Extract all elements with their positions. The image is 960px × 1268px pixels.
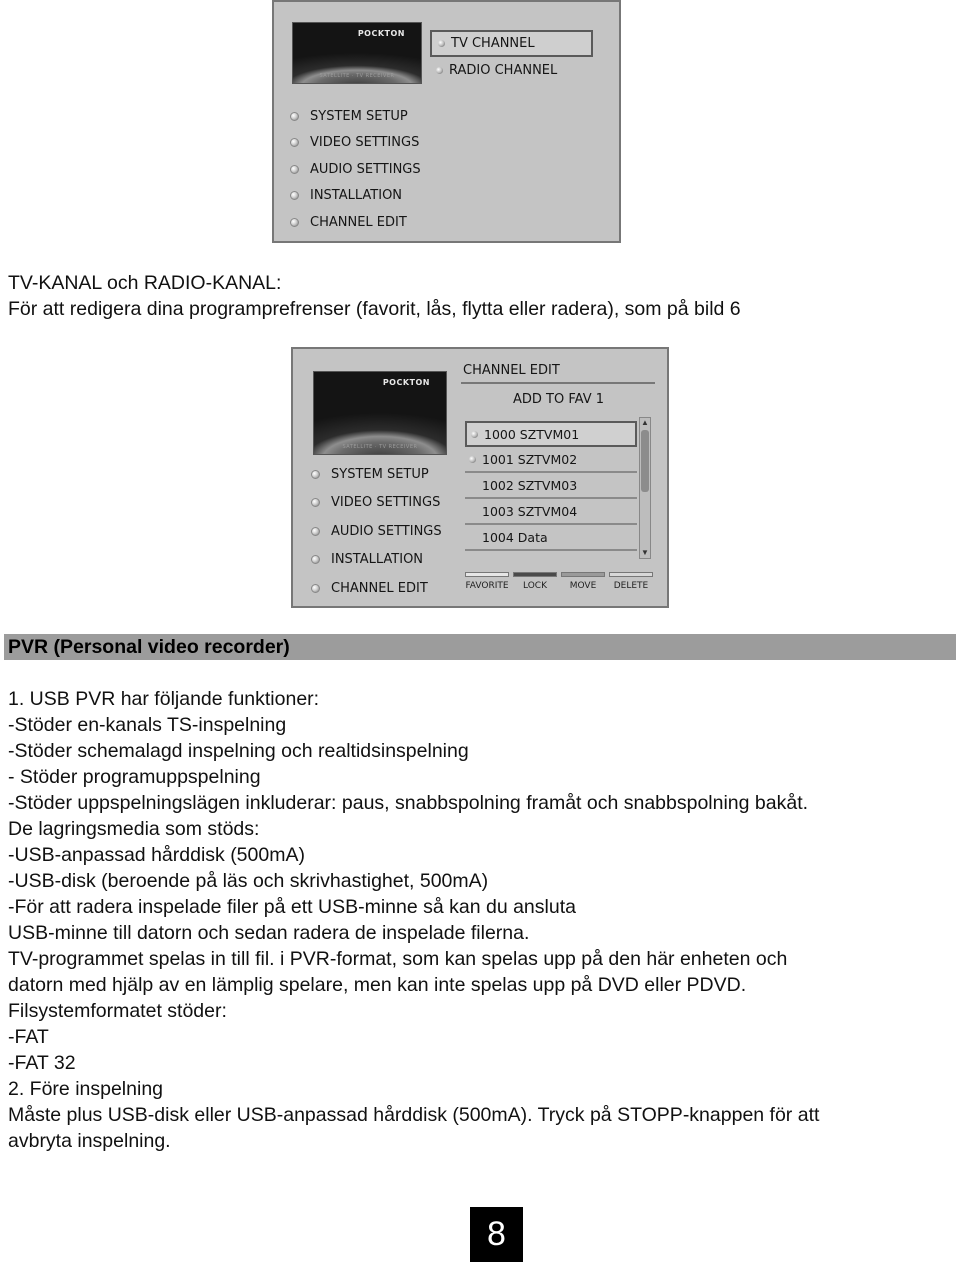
bullet-icon: [469, 456, 476, 463]
submenu-item-tv-channel[interactable]: [430, 30, 593, 57]
body-line: TV-programmet spelas in till fil. i PVR-format, som kan spelas upp på den här enheten och: [8, 948, 788, 970]
body-line: -USB-anpassad hårddisk (500mA): [8, 844, 305, 866]
main-menu: [311, 460, 442, 603]
bullet-icon: [311, 527, 320, 536]
body-line: -USB-disk (beroende på läs och skrivhastighet, 500mA): [8, 870, 489, 892]
bullet-icon: [290, 112, 299, 121]
brand-logo: POCKTON: [382, 378, 430, 387]
color-key-legend: [463, 572, 655, 591]
scroll-thumb[interactable]: [641, 430, 649, 492]
legend-lock[interactable]: [511, 572, 559, 591]
channel-row[interactable]: [465, 525, 637, 551]
menu-item-video-settings[interactable]: [311, 489, 442, 518]
delete-color-swatch: [609, 572, 653, 577]
submenu-item-label: RADIO CHANNEL: [449, 63, 558, 78]
menu-item-label: AUDIO SETTINGS: [310, 161, 421, 177]
legend-label: FAVORITE: [465, 581, 509, 591]
body-line: -För att radera inspelade filer på ett USB-minne så kan du ansluta: [8, 896, 576, 918]
bullet-icon: [471, 431, 478, 438]
body-line: 2. Före inspelning: [8, 1078, 164, 1100]
brand-logo-banner: [313, 371, 447, 455]
body-line: - Stöder programuppspelning: [8, 766, 261, 788]
menu-item-label: SYSTEM SETUP: [331, 466, 429, 482]
bullet-icon: [436, 67, 443, 74]
lock-color-swatch: [513, 572, 557, 577]
menu-item-system-setup[interactable]: [311, 460, 442, 489]
menu-item-installation[interactable]: [290, 183, 421, 210]
scroll-up-arrow-icon[interactable]: ▲: [641, 418, 649, 427]
channel-name: 1003 SZTVM04: [482, 503, 578, 519]
brand-logo: POCKTON: [357, 29, 405, 38]
channel-name: 1002 SZTVM03: [482, 477, 578, 493]
channel-name: 1001 SZTVM02: [482, 451, 578, 467]
page-number: 8: [470, 1207, 523, 1262]
body-line: Filsystemformatet stöder:: [8, 1000, 227, 1022]
legend-label: LOCK: [523, 581, 547, 591]
bullet-icon: [290, 138, 299, 147]
brand-tagline: SATELLITE · TV RECEIVER: [342, 444, 418, 450]
menu-item-installation[interactable]: [311, 546, 442, 575]
menu-screenshot-1: [272, 0, 621, 243]
channel-name: 1000 SZTVM01: [484, 426, 580, 442]
channel-row[interactable]: [465, 447, 637, 473]
body-line: datorn med hjälp av en lämplig spelare, men kan inte spelas upp på DVD eller PDVD.: [8, 974, 747, 996]
menu-item-system-setup[interactable]: [290, 103, 421, 130]
body-line: -Stöder uppspelningslägen inkluderar: paus, snabbspolning framåt och snabbspolning bakåt.: [8, 792, 809, 814]
menu-item-label: VIDEO SETTINGS: [331, 495, 441, 511]
section-title: PVR (Personal video recorder): [4, 634, 956, 660]
bullet-icon: [290, 218, 299, 227]
body-line: -Stöder en-kanals TS-inspelning: [8, 714, 287, 736]
body-text: [8, 686, 958, 1154]
body-line: USB-minne till datorn och sedan radera de inspelade filerna.: [8, 922, 530, 944]
channel-submenu: [430, 30, 593, 84]
legend-move[interactable]: [559, 572, 607, 591]
body-line: Måste plus USB-disk eller USB-anpassad hårddisk (500mA). Tryck på STOPP-knappen för att: [8, 1104, 820, 1126]
body-line: -Stöder schemalagd inspelning och realtidsinspelning: [8, 740, 469, 762]
channel-edit-screenshot: [291, 347, 669, 608]
channel-row[interactable]: [465, 473, 637, 499]
menu-item-label: SYSTEM SETUP: [310, 108, 408, 124]
body-line: -FAT: [8, 1026, 49, 1048]
brand-tagline: SATELLITE · TV RECEIVER: [319, 73, 395, 79]
title-divider: [461, 382, 655, 384]
bullet-icon: [290, 191, 299, 200]
legend-delete[interactable]: [607, 572, 655, 591]
legend-label: MOVE: [569, 581, 597, 591]
legend-favorite[interactable]: [463, 572, 511, 591]
menu-item-audio-settings[interactable]: [290, 156, 421, 183]
body-line: -FAT 32: [8, 1052, 76, 1074]
menu-item-label: CHANNEL EDIT: [331, 580, 428, 596]
main-menu: [290, 103, 421, 236]
bullet-icon: [311, 498, 320, 507]
bullet-icon: [311, 584, 320, 593]
submenu-item-label: TV CHANNEL: [451, 36, 535, 51]
channel-list: [465, 421, 637, 551]
scroll-down-arrow-icon[interactable]: ▼: [641, 548, 649, 557]
favorite-color-swatch: [465, 572, 509, 577]
menu-item-label: CHANNEL EDIT: [310, 214, 407, 230]
body-line: 1. USB PVR har följande funktioner:: [8, 688, 320, 710]
menu-item-channel-edit[interactable]: [290, 209, 421, 236]
menu-item-video-settings[interactable]: [290, 130, 421, 157]
body-line: avbryta inspelning.: [8, 1130, 171, 1152]
channel-scrollbar[interactable]: [639, 417, 651, 559]
menu-item-label: INSTALLATION: [310, 188, 403, 204]
menu-item-label: INSTALLATION: [331, 552, 424, 568]
add-to-fav-label: ADD TO FAV 1: [513, 392, 604, 407]
bullet-icon: [290, 165, 299, 174]
channel-row[interactable]: [465, 499, 637, 525]
intro-heading: TV-KANAL och RADIO-KANAL:: [8, 272, 282, 294]
menu-item-label: VIDEO SETTINGS: [310, 135, 420, 151]
bullet-icon: [311, 470, 320, 479]
bullet-icon: [311, 555, 320, 564]
channel-name: 1004 Data: [482, 529, 548, 545]
legend-label: DELETE: [613, 581, 649, 591]
intro-text: För att redigera dina programprefrenser (favorit, lås, flytta eller radera), som på bild 6: [8, 298, 741, 320]
menu-item-channel-edit[interactable]: [311, 574, 442, 603]
menu-item-audio-settings[interactable]: [311, 517, 442, 546]
body-line: De lagringsmedia som stöds:: [8, 818, 260, 840]
move-color-swatch: [561, 572, 605, 577]
menu-item-label: AUDIO SETTINGS: [331, 523, 442, 539]
channel-edit-title: CHANNEL EDIT: [463, 363, 560, 378]
brand-logo-banner: [292, 22, 422, 84]
bullet-icon: [438, 40, 445, 47]
channel-row[interactable]: [465, 421, 637, 447]
submenu-item-radio-channel[interactable]: [430, 57, 593, 84]
